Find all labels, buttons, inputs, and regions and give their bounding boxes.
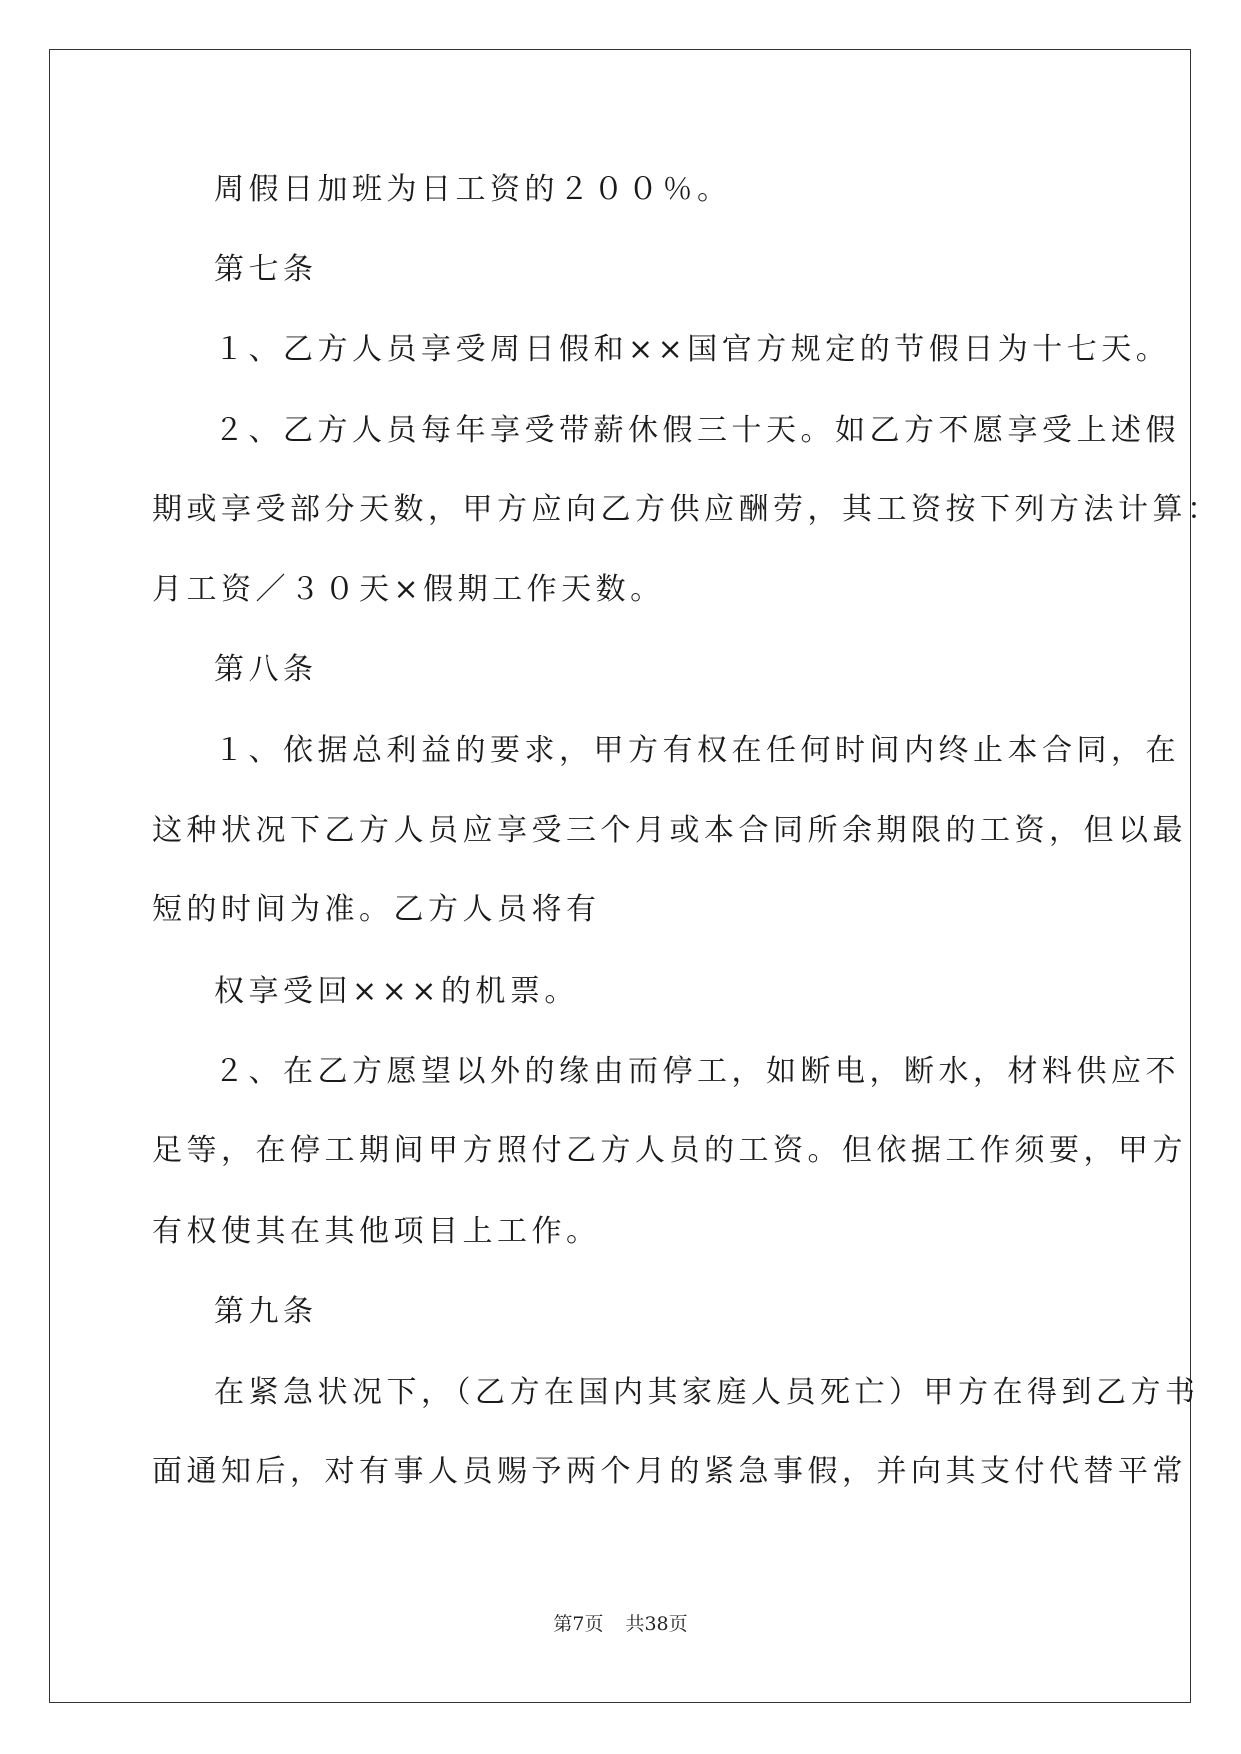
paragraph-line: 月工资／３０天×假期工作天数。 (152, 572, 665, 607)
article-heading: 第九条 (214, 1294, 318, 1329)
paragraph-line: 短的时间为准。乙方人员将有 (152, 892, 601, 927)
paragraph-line: 周假日加班为日工资的２００％。 (214, 172, 732, 207)
paragraph-line: １、依据总利益的要求，甲方有权在任何时间内终止本合同，在 (214, 733, 1180, 768)
page-total: 共38页 (625, 1613, 688, 1635)
paragraph-line: 权享受回×××的机票。 (214, 974, 579, 1009)
paragraph-line: 有权使其在其他项目上工作。 (152, 1214, 601, 1249)
page-footer (0, 1612, 1241, 1636)
paragraph-line: 期或享受部分天数，甲方应向乙方供应酬劳，其工资按下列方法计算： (152, 492, 1222, 527)
paragraph-line: ２、在乙方愿望以外的缘由而停工，如断电，断水，材料供应不 (214, 1054, 1180, 1089)
paragraph-line: ２、乙方人员每年享受带薪休假三十天。如乙方不愿享受上述假 (214, 413, 1180, 448)
paragraph-line: 面通知后，对有事人员赐予两个月的紧急事假，并向其支付代替平常 (152, 1454, 1187, 1489)
paragraph-line: 足等，在停工期间甲方照付乙方人员的工资。但依据工作须要，甲方 (152, 1133, 1187, 1168)
paragraph-line: 在紧急状况下，（乙方在国内其家庭人员死亡）甲方在得到乙方书 (214, 1375, 1200, 1410)
article-heading: 第八条 (214, 652, 318, 687)
article-heading: 第七条 (214, 252, 318, 287)
page-number: 第7页 (553, 1613, 604, 1635)
paragraph-line: １、乙方人员享受周日假和××国官方规定的节假日为十七天。 (214, 332, 1171, 367)
paragraph-line: 这种状况下乙方人员应享受三个月或本合同所余期限的工资，但以最 (152, 813, 1187, 848)
